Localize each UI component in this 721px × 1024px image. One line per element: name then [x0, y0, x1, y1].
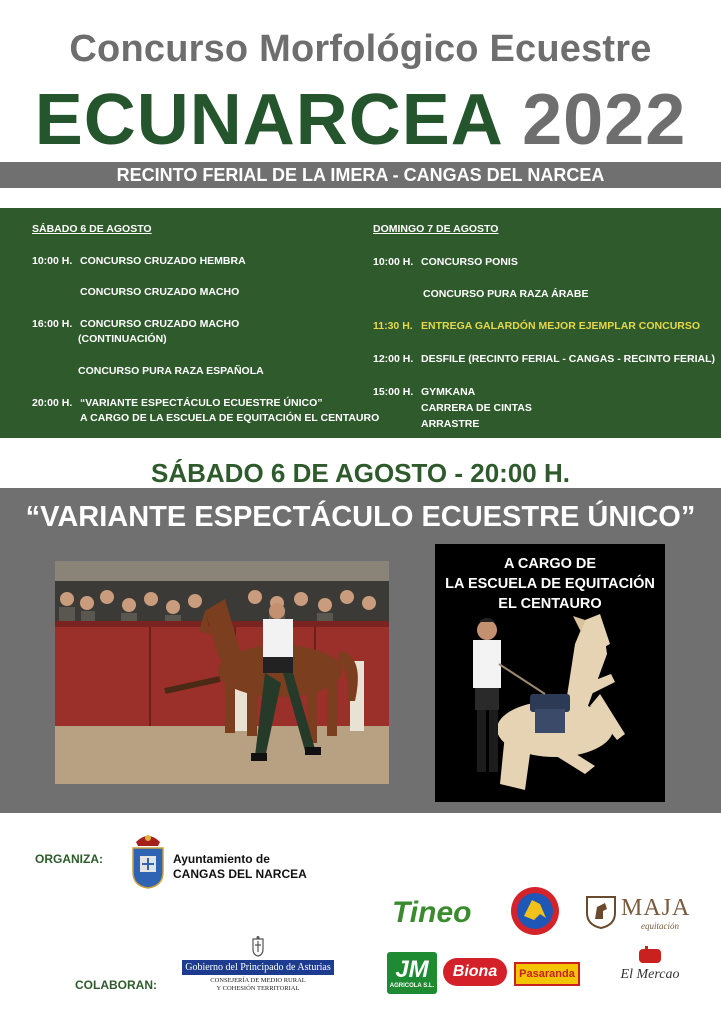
venue-bar: RECINTO FERIAL DE LA IMERA - CANGAS DEL NARCEA: [0, 162, 721, 188]
schedule-event: A CARGO DE LA ESCUELA DE EQUITACIÓN EL CENTAURO: [80, 412, 380, 424]
schedule-event: 20:00 H. “VARIANTE ESPECTÁCULO ECUESTRE ÚNICO”: [32, 397, 323, 409]
sunday-heading: DOMINGO 7 DE AGOSTO: [373, 223, 499, 235]
ayto-line1: Ayuntamiento de: [173, 852, 270, 866]
coat-of-arms-icon: [130, 830, 166, 890]
title-ecunarcea: ECUNARCEA: [34, 80, 502, 160]
poster-title: [0, 80, 721, 160]
schedule-event-award: 11:30 H. ENTREGA GALARDÓN MEJOR EJEMPLAR CONCURSO: [373, 320, 701, 332]
poster-subtitle: Concurso Morfológico Ecuestre: [69, 28, 652, 70]
maja-equitacion-logo: MAJA equitación: [585, 893, 695, 933]
schedule-event: ARRASTRE: [421, 418, 480, 430]
school-caption: A CARGO DE LA ESCUELA DE EQUITACIÓN EL CENTAURO: [445, 556, 655, 612]
club-emblem-logo: [510, 886, 560, 936]
gob-sub1: CONSEJERÍA DE MEDIO RURAL: [210, 977, 306, 984]
schedule-event: CARRERA DE CINTAS: [421, 402, 532, 414]
colaboran-label: COLABORAN:: [75, 978, 157, 992]
schedule-event: 12:00 H. DESFILE (RECINTO FERIAL - CANGAS - RECINTO FERIAL): [373, 353, 716, 365]
schedule-event: (CONTINUACIÓN): [78, 333, 167, 345]
jm-agricola-logo: JM AGRICOLA S.L.: [387, 952, 437, 994]
schedule-panel: [0, 208, 721, 438]
title-year: 2022: [522, 80, 687, 160]
pasaranda-logo: Pasaranda: [514, 962, 580, 986]
organiza-label: ORGANIZA:: [35, 852, 103, 866]
ayto-line2: CANGAS DEL NARCEA: [173, 867, 307, 881]
gob-name: Gobierno del Principado de Asturias: [182, 960, 334, 975]
centauro-school-photo: [435, 544, 665, 802]
schedule-event: 16:00 H. CONCURSO CRUZADO MACHO: [32, 318, 240, 330]
show-title: “VARIANTE ESPECTÁCULO ECUESTRE ÚNICO”: [25, 501, 696, 533]
principado-asturias-logo: [182, 935, 334, 995]
schedule-event: 15:00 H. GYMKANA: [373, 386, 476, 398]
schedule-event: 10:00 H. CONCURSO PONIS: [373, 256, 518, 268]
schedule-event: 10:00 H. CONCURSO CRUZADO HEMBRA: [32, 255, 246, 267]
schedule-event: CONCURSO CRUZADO MACHO: [80, 286, 240, 298]
biona-logo: Biona: [443, 958, 507, 986]
el-mercao-logo: El Mercao: [614, 945, 686, 991]
gob-sub2: Y COHESIÓN TERRITORIAL: [216, 985, 300, 992]
saturday-heading: SÁBADO 6 DE AGOSTO: [32, 223, 152, 235]
ayuntamiento-logo: [130, 830, 390, 890]
schedule-event: CONCURSO PURA RAZA ÁRABE: [423, 288, 589, 300]
asturias-crest-icon: [251, 935, 265, 957]
show-date-banner: SÁBADO 6 DE AGOSTO - 20:00 H.: [151, 458, 570, 488]
arena-horse-photo: [55, 561, 389, 784]
schedule-event: CONCURSO PURA RAZA ESPAÑOLA: [78, 365, 264, 377]
tineo-logo: Tineo: [392, 896, 472, 929]
